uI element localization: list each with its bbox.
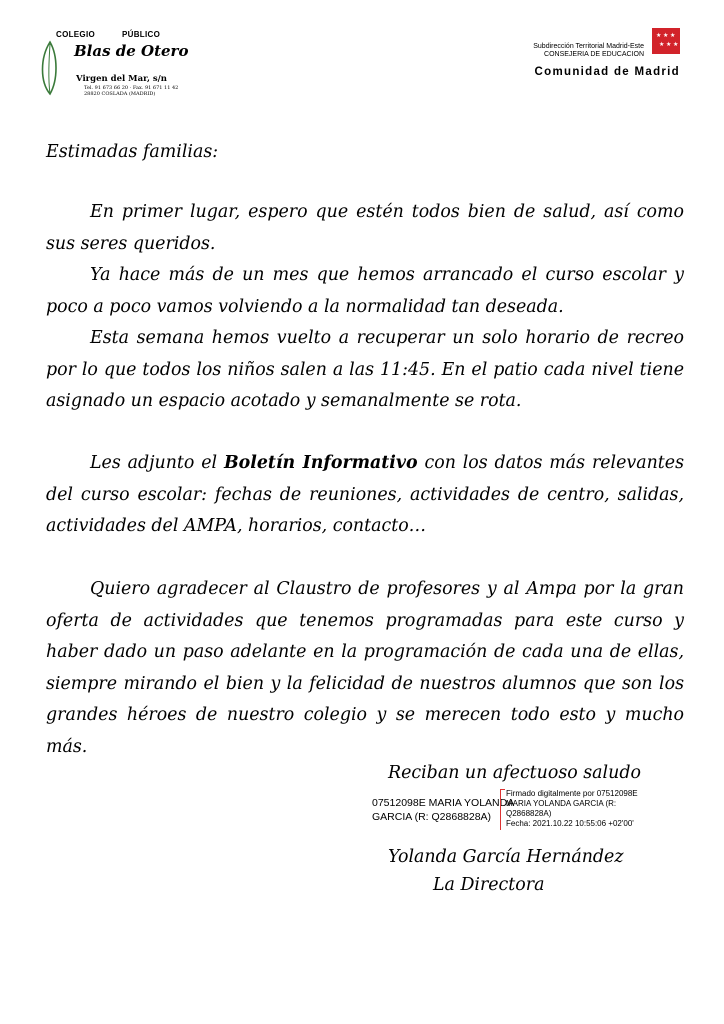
school-public-label: PÚBLICO [122, 30, 161, 39]
school-type-label: COLEGIO [56, 30, 95, 39]
signature-detail-1: Firmado digitalmente por 07512098E [506, 789, 638, 798]
signer-role: La Directora [433, 875, 545, 895]
paragraph-school-year: Ya hace más de un mes que hemos arrancado el curso escolar y poco a poco vamos volviendo a la normalidad tan deseada. [46, 265, 684, 317]
bulletin-prefix: Les adjunto el [90, 453, 224, 473]
government-name: Comunidad de Madrid [534, 66, 680, 78]
government-department: Subdirección Territorial Madrid-Este [533, 43, 644, 50]
bulletin-title: Boletín Informativo [223, 453, 418, 473]
signature-id-line: 07512098E MARIA YOLANDA [372, 797, 515, 809]
leaf-icon [38, 38, 62, 96]
signature-detail-3: Q2868828A) [506, 809, 552, 818]
paragraph-health: En primer lugar, espero que estén todos bien de salud, así como sus seres queridos. [46, 202, 684, 254]
signer-name: Yolanda García Hernández [388, 847, 624, 867]
school-phones: Tel. 91 673 66 20 · Fax. 91 671 11 42 [84, 85, 179, 91]
signature-date: Fecha: 2021.10.22 10:55:06 +02'00' [506, 819, 634, 828]
school-address: Virgen del Mar, s/n [76, 74, 167, 84]
signature-registry-line: GARCIA (R: Q2868828A) [372, 811, 492, 823]
bulletin-suffix: con los datos más relevantes del curso escolar: fechas de reuniones, actividades de centro, salidas, actividades del AMPA, horarios, contacto… [46, 453, 684, 536]
thanks-text: Quiero agradecer al Claustro de profesores y al Ampa por la gran oferta de actividades que tenemos programadas para este curso y haber dado un paso adelante en la programación de cada una de ellas, siempre mirando el bien y la felicidad de nuestros alumnos que son los grandes héroes de nuestro colegio y se merecen todo esto y mucho más. [46, 579, 684, 757]
paragraph-recess: Esta semana hemos vuelto a recuperar un solo horario de recreo por lo que todos los niños salen a las 11:45. En el patio cada nivel tiene asignado un espacio acotado y semanalmente se rota. [46, 328, 684, 411]
paragraph-thanks [46, 574, 684, 763]
school-logo [38, 28, 188, 98]
madrid-flag-icon: ★ ★ ★ ★ ★ ★ [652, 28, 680, 54]
paragraph-bulletin [46, 448, 684, 543]
government-logo [480, 28, 680, 86]
school-city: 28820 COSLADA (MADRID) [84, 91, 156, 97]
government-ministry: CONSEJERIA DE EDUCACION [544, 51, 644, 58]
digital-signature-details [506, 789, 656, 829]
letter-closing: Reciban un afectuoso saludo [388, 763, 641, 783]
letter-greeting: Estimadas familias: [46, 142, 219, 162]
signature-detail-2: MARIA YOLANDA GARCIA (R: [506, 799, 617, 808]
signature-divider [500, 789, 505, 830]
school-name: Blas de Otero [74, 42, 189, 60]
letter-intro [46, 197, 684, 418]
digital-signature-name [372, 796, 514, 824]
